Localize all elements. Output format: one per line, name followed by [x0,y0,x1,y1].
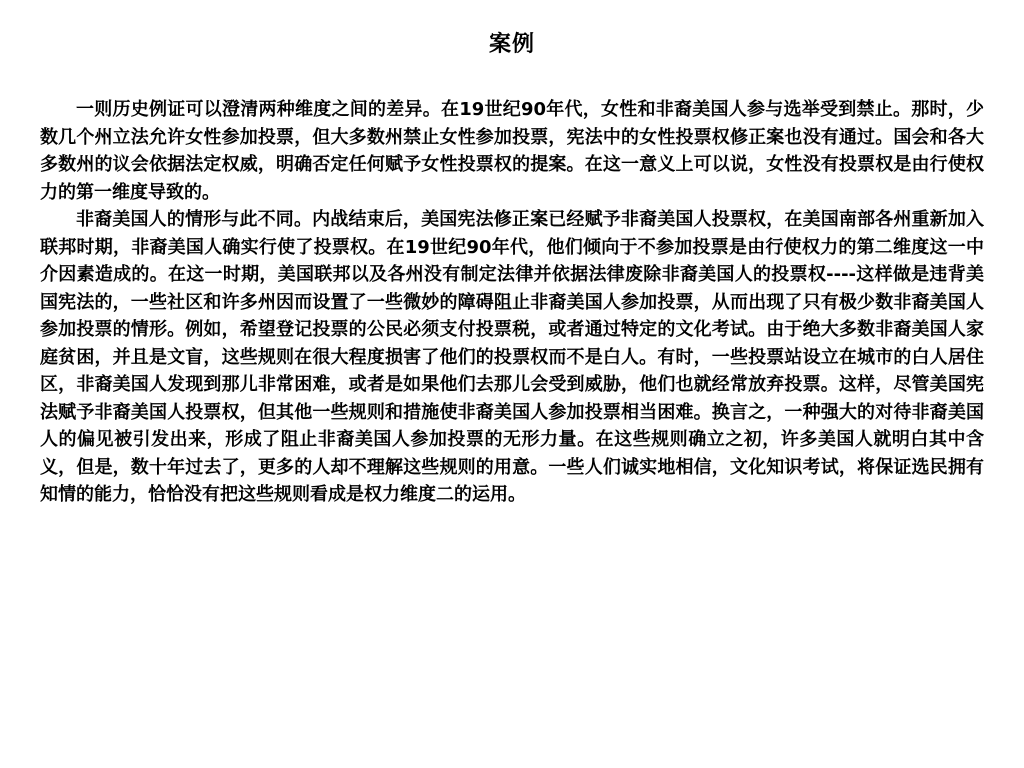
slide-title: 案例 [488,32,535,57]
body-text [40,96,984,509]
paragraph-2: 非裔美国人的情形与此不同。内战结束后，美国宪法修正案已经赋予非裔美国人投票权，在美国南部各州重新加入联邦时期，非裔美国人确实行使了投票权。在19世纪90年代，他们倾向于不参加投票是由行使权力的第二维度这一中介因素造成的。在这一时期，美国联邦以及各州没有制定法律并依据法律废除非裔美国人的投票权----这样做是违背美国宪法的，一些社区和许多州因而设置了一些微妙的障碍阻止非裔美国人参加投票，从而出现了只有极少数非裔美国人参加投票的情形。例如，希望登记投票的公民必须支付投票税，或者通过特定的文化考试。由于绝大多数非裔美国人家庭贫困，并且是文盲，这些规则在很大程度损害了他们的投票权而不是白人。有时，一些投票站设立在城市的白人居住区，非裔美国人发现到那儿非常困难，或者是如果他们去那儿会受到威胁，他们也就经常放弃投票。这样，尽管美国宪法赋予非裔美国人投票权，但其他一些规则和措施使非裔美国人参加投票相当困难。换言之，一种强大的对待非裔美国人的偏见被引发出来，形成了阻止非裔美国人参加投票的无形力量。在这些规则确立之初，许多美国人就明白其中含义，但是，数十年过去了，更多的人却不理解这些规则的用意。一些人们诚实地相信，文化知识考试，将保证选民拥有知情的能力，恰恰没有把这些规则看成是权力维度二的运用。 [40,209,984,505]
paragraph-1: 一则历史例证可以澄清两种维度之间的差异。在19世纪90年代，女性和非裔美国人参与选举受到禁止。那时，少数几个州立法允许女性参加投票，但大多数州禁止女性参加投票，宪法中的女性投票权修正案也没有通过。国会和各大多数州的议会依据法定权威，明确否定任何赋予女性投票权的提案。在这一意义上可以说，女性没有投票权是由行使权力的第一维度导致的。 [40,99,984,203]
